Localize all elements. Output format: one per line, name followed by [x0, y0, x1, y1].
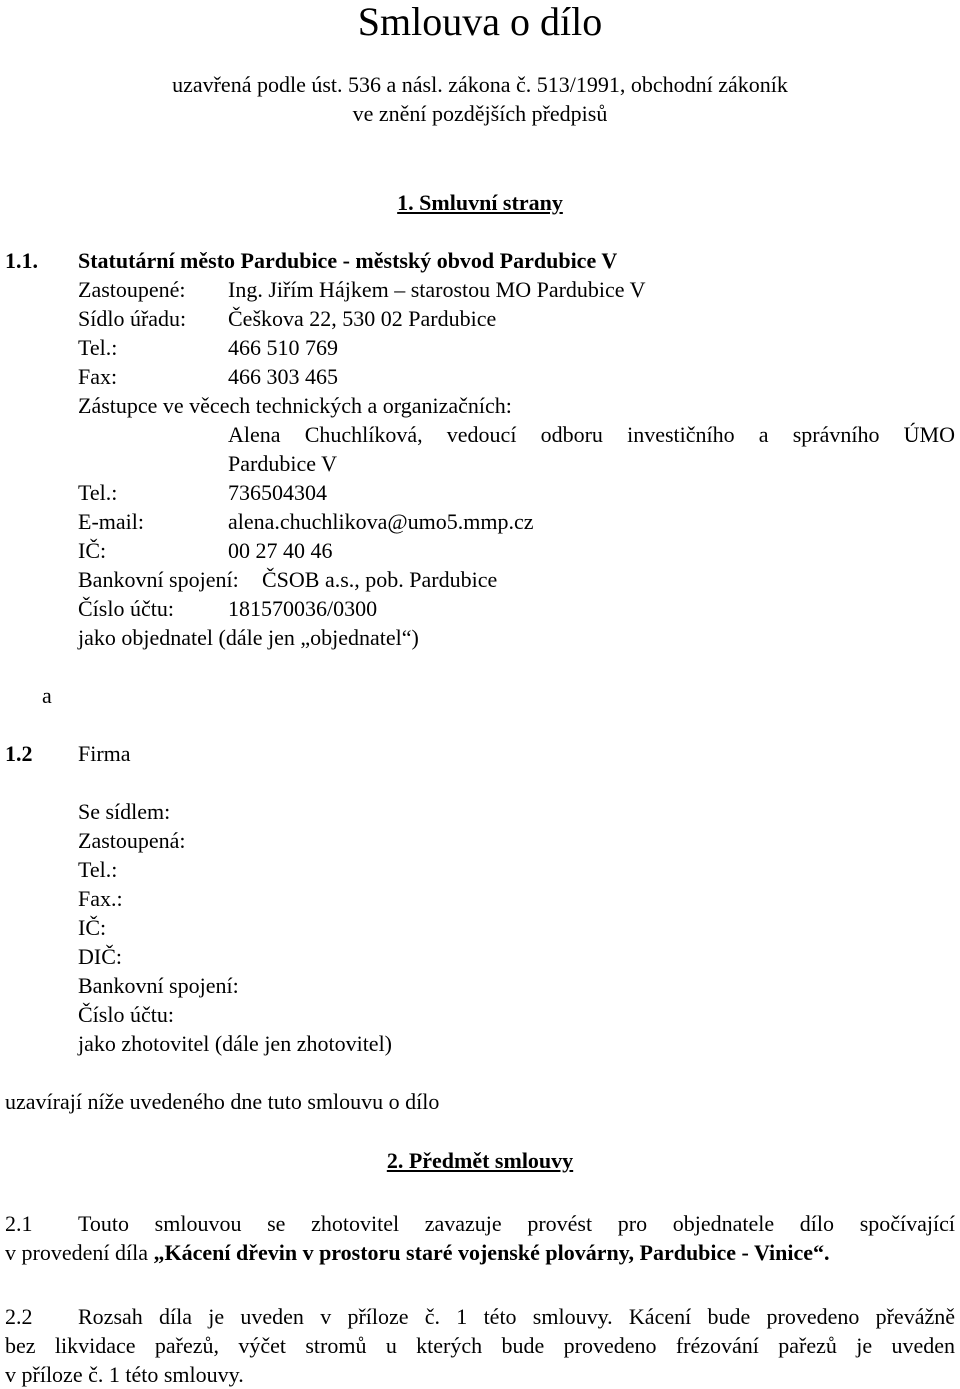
subtitle-line-2: ve znění pozdějších předpisů — [352, 101, 608, 126]
document-title: Smlouva o dílo — [357, 0, 603, 44]
paragraph-2-2-number: 2.2 — [5, 1304, 33, 1329]
party-2-tel-label: Tel.: — [78, 857, 118, 882]
tech-rep-department: Pardubice V — [228, 451, 337, 476]
document-subtitle — [0, 70, 960, 128]
tech-rep-name: Alena Chuchlíková, vedoucí odboru investičního a správního ÚMO — [228, 422, 955, 447]
bank-label: Bankovní spojení: — [78, 567, 239, 592]
section-2-heading: 2. Předmět smlouvy — [386, 1148, 574, 1173]
represented-label: Zastoupené: — [78, 277, 186, 302]
seat-label: Sídlo úřadu: — [78, 306, 187, 331]
paragraph-2-2-line-1 — [5, 1302, 955, 1331]
account-label: Číslo účtu: — [78, 596, 174, 621]
paragraph-2-2-line-2: bez likvidace pařezů, výčet stromů u kterých bude provedeno frézování pařezů je uveden — [5, 1333, 955, 1358]
subtitle-line-1: uzavřená podle úst. 536 a násl. zákona č. 513/1991, obchodní zákoník — [172, 72, 788, 97]
paragraph-2-1-number: 2.1 — [5, 1211, 33, 1236]
party-1-tech-rep-line-1 — [0, 420, 955, 449]
bank-value: ČSOB a.s., pob. Pardubice — [262, 567, 498, 592]
paragraph-2-1-line-2 — [5, 1238, 955, 1267]
account-value: 181570036/0300 — [228, 596, 378, 621]
party-1-number: 1.1. — [5, 248, 38, 273]
party-2-seat-label: Se sídlem: — [78, 799, 171, 824]
seat-value: Češkova 22, 530 02 Pardubice — [228, 306, 497, 331]
and-word: a — [42, 683, 52, 708]
party-2-represented-label: Zastoupená: — [78, 828, 186, 853]
tech-rep-label: Zástupce ve věcech technických a organizačních: — [78, 393, 512, 418]
party-2-fax-label: Fax.: — [78, 886, 123, 911]
tel-label: Tel.: — [78, 335, 118, 360]
fax-label: Fax: — [78, 364, 118, 389]
ic-value: 00 27 40 46 — [228, 538, 333, 563]
party-1-name: Statutární město Pardubice - městský obvod Pardubice V — [78, 248, 618, 273]
party-2-bank-label: Bankovní spojení: — [78, 973, 239, 998]
represented-value: Ing. Jiřím Hájkem – starostou MO Pardubice V — [228, 277, 646, 302]
tel2-value: 736504304 — [228, 480, 327, 505]
paragraph-2-1-text-1: Touto smlouvou se zhotovitel zavazuje provést pro objednatele dílo spočívající — [78, 1211, 955, 1236]
paragraph-2-2-line-3: v příloze č. 1 této smlouvy. — [5, 1362, 244, 1387]
email-value: alena.chuchlikova@umo5.mmp.cz — [228, 509, 534, 534]
paragraph-2-2-text-1: Rozsah díla je uveden v příloze č. 1 této smlouvy. Kácení bude provedeno převážně — [78, 1304, 955, 1329]
section-1-heading: 1. Smluvní strany — [397, 190, 563, 215]
work-title: „Kácení dřevin v prostoru staré vojenské plovárny, Pardubice - Vinice“. — [153, 1240, 830, 1265]
paragraph-2-1-text-2: v provedení díla — [5, 1240, 154, 1265]
party-2-name: Firma — [78, 741, 131, 766]
party-2-dic-label: DIČ: — [78, 944, 122, 969]
party-2-account-label: Číslo účtu: — [78, 1002, 174, 1027]
paragraph-2-1-line-1 — [5, 1209, 955, 1238]
paragraph-2-2 — [5, 1302, 955, 1389]
tel2-label: Tel.: — [78, 480, 118, 505]
fax-value: 466 303 465 — [228, 364, 338, 389]
party-2-number: 1.2 — [5, 741, 33, 766]
party-2-ic-label: IČ: — [78, 915, 107, 940]
party-2-role: jako zhotovitel (dále jen zhotovitel) — [78, 1031, 393, 1056]
paragraph-2-1 — [5, 1209, 955, 1267]
conclude-text: uzavírají níže uvedeného dne tuto smlouvu o dílo — [5, 1089, 440, 1114]
ic-label: IČ: — [78, 538, 107, 563]
party-1-role: jako objednatel (dále jen „objednatel“) — [78, 625, 419, 650]
tel-value: 466 510 769 — [228, 335, 338, 360]
email-label: E-mail: — [78, 509, 144, 534]
